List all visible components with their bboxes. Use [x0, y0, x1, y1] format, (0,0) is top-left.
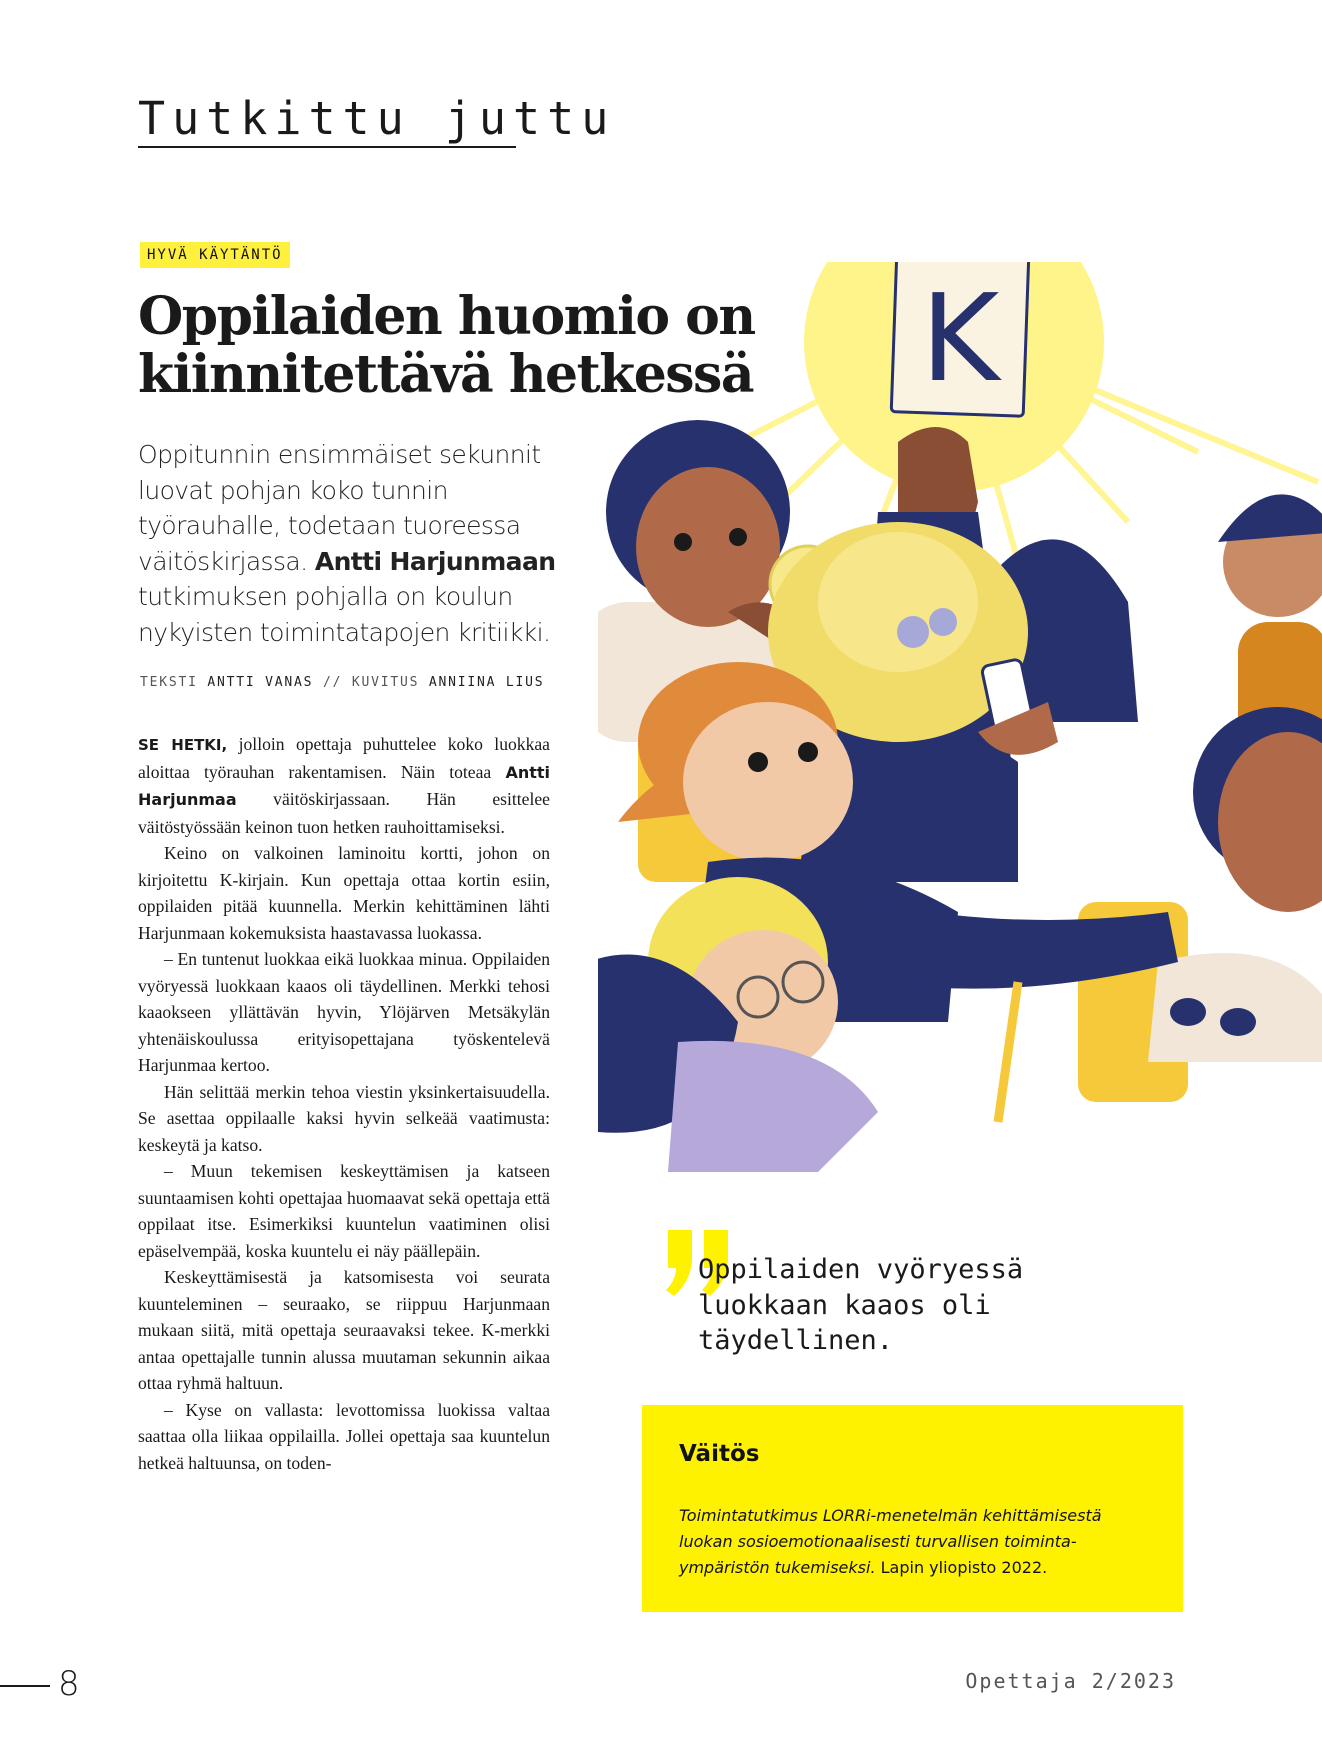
dissertation-title: Toimintatutkimus LORRi-menetelmän kehittämisestä luokan sosioemotionaalisesti turvallisen toimintaympäristön tukemiseksi.	[679, 1506, 1102, 1577]
fact-box-title: Väitös	[679, 1441, 760, 1467]
byline-illustrator: ANNIINA LIUS	[428, 675, 545, 690]
k-card	[891, 262, 1029, 416]
section-title-underline	[138, 146, 516, 148]
body-paragraph: – Kyse on vallasta: levottomissa luokissa valtaa saattaa olla liikaa oppilailla. Jollei opettaja saa kuuntelun hetkeä haltuunsa, on toden-	[138, 1399, 550, 1473]
page-number: 8	[58, 1664, 80, 1704]
classroom-illustration	[598, 262, 1322, 1192]
body-paragraph	[138, 731, 550, 840]
page-number-rule	[0, 1685, 50, 1687]
article-lead	[138, 437, 558, 650]
body-text: väitöskirjassaan. Hän esittelee väitöstyössään keinon tuon hetken rauhoittamiseksi.	[138, 789, 550, 837]
body-paragraph: – Muun tekemisen keskeyttämisen ja katseen suuntaamisen kohti opettajaa huomaavat sekä opettaja että oppilaat itse. Esimerkiksi kuuntelun vaatiminen olisi epäselvempää, koska kuuntelu ei näy päällepäin.	[138, 1161, 550, 1261]
kid-right-edge	[1148, 707, 1322, 1062]
pull-quote: Oppilaiden vyöryessä luokkaan kaaos oli täydellinen.	[698, 1254, 1024, 1356]
body-paragraph: Keskeyttämisestä ja katsomisesta voi seurata kuunteleminen – seuraako, se riippuu Harjunmaan mukaan siitä, mitä opettaja seuraavaksi tekee. K-merkki antaa opettajalle tunnin alussa muutaman sekunnin aikaa ottaa ryhmä haltuun.	[138, 1267, 550, 1393]
byline-text-label: TEKSTI	[140, 675, 198, 690]
category-tag: HYVÄ KÄYTÄNTÖ	[140, 242, 290, 268]
byline-author: ANTTI VANAS	[207, 675, 314, 690]
section-title: Tutkittu juttu	[138, 92, 616, 145]
k-card-letter: K	[920, 270, 1000, 409]
article-headline: Oppilaiden huomio on kiinnitettävä hetkessä	[138, 286, 755, 405]
lead-text-rest: tutkimuksen pohjalla on koulun nykyisten toimintatapojen kritiikki.	[138, 582, 551, 647]
body-person-name: Antti Harjunmaa	[138, 762, 550, 809]
dissertation-university: Lapin yliopisto 2022.	[880, 1558, 1048, 1577]
fact-box	[642, 1405, 1183, 1612]
body-paragraph: Keino on valkoinen laminoitu kortti, johon on kirjoitettu K-kirjain. Kun opettaja ottaa kortin esiin, oppilaiden pitää kuunnella. Merkin kehittäminen lähti Harjunmaan kokemuksista haastavassa luokassa.	[138, 843, 550, 943]
fact-box-text	[679, 1503, 1129, 1581]
byline-illustration-label: KUVITUS	[351, 675, 420, 690]
body-text: jolloin opettaja puhuttelee koko luokkaa aloittaa työrauhan rakentamisen. Näin toteaa	[138, 734, 550, 782]
body-paragraph: – En tuntenut luokkaa eikä luokkaa minua. Oppilaiden vyöryessä luokkaan kaaos oli täydellinen. Merkki tehosi kaaokseen yllättävän hyvin, Ylöjärven Metsäkylän yhtenäiskoulussa erityisopettajana työskentelevä Harjunmaa kertoo.	[138, 949, 550, 1075]
issue-label: Opettaja 2/2023	[965, 1669, 1176, 1693]
body-lede: SE HETKI,	[138, 736, 228, 754]
byline	[140, 675, 544, 690]
byline-separator: //	[322, 675, 343, 690]
article-body	[138, 731, 550, 1476]
lead-researcher-name: Antti Harjunmaan	[314, 546, 556, 576]
body-paragraph: Hän selittää merkin tehoa viestin yksinkertaisuudella. Se asettaa oppilaalle kaksi hyvin selkeää vaatimusta: keskeytä ja katso.	[138, 1081, 550, 1155]
pencil	[998, 982, 1018, 1122]
lead-text: Oppitunnin ensimmäiset sekunnit luovat pohjan koko tunnin työrauhalle, todetaan tuoreessa väitöskirjassa.	[138, 440, 541, 576]
